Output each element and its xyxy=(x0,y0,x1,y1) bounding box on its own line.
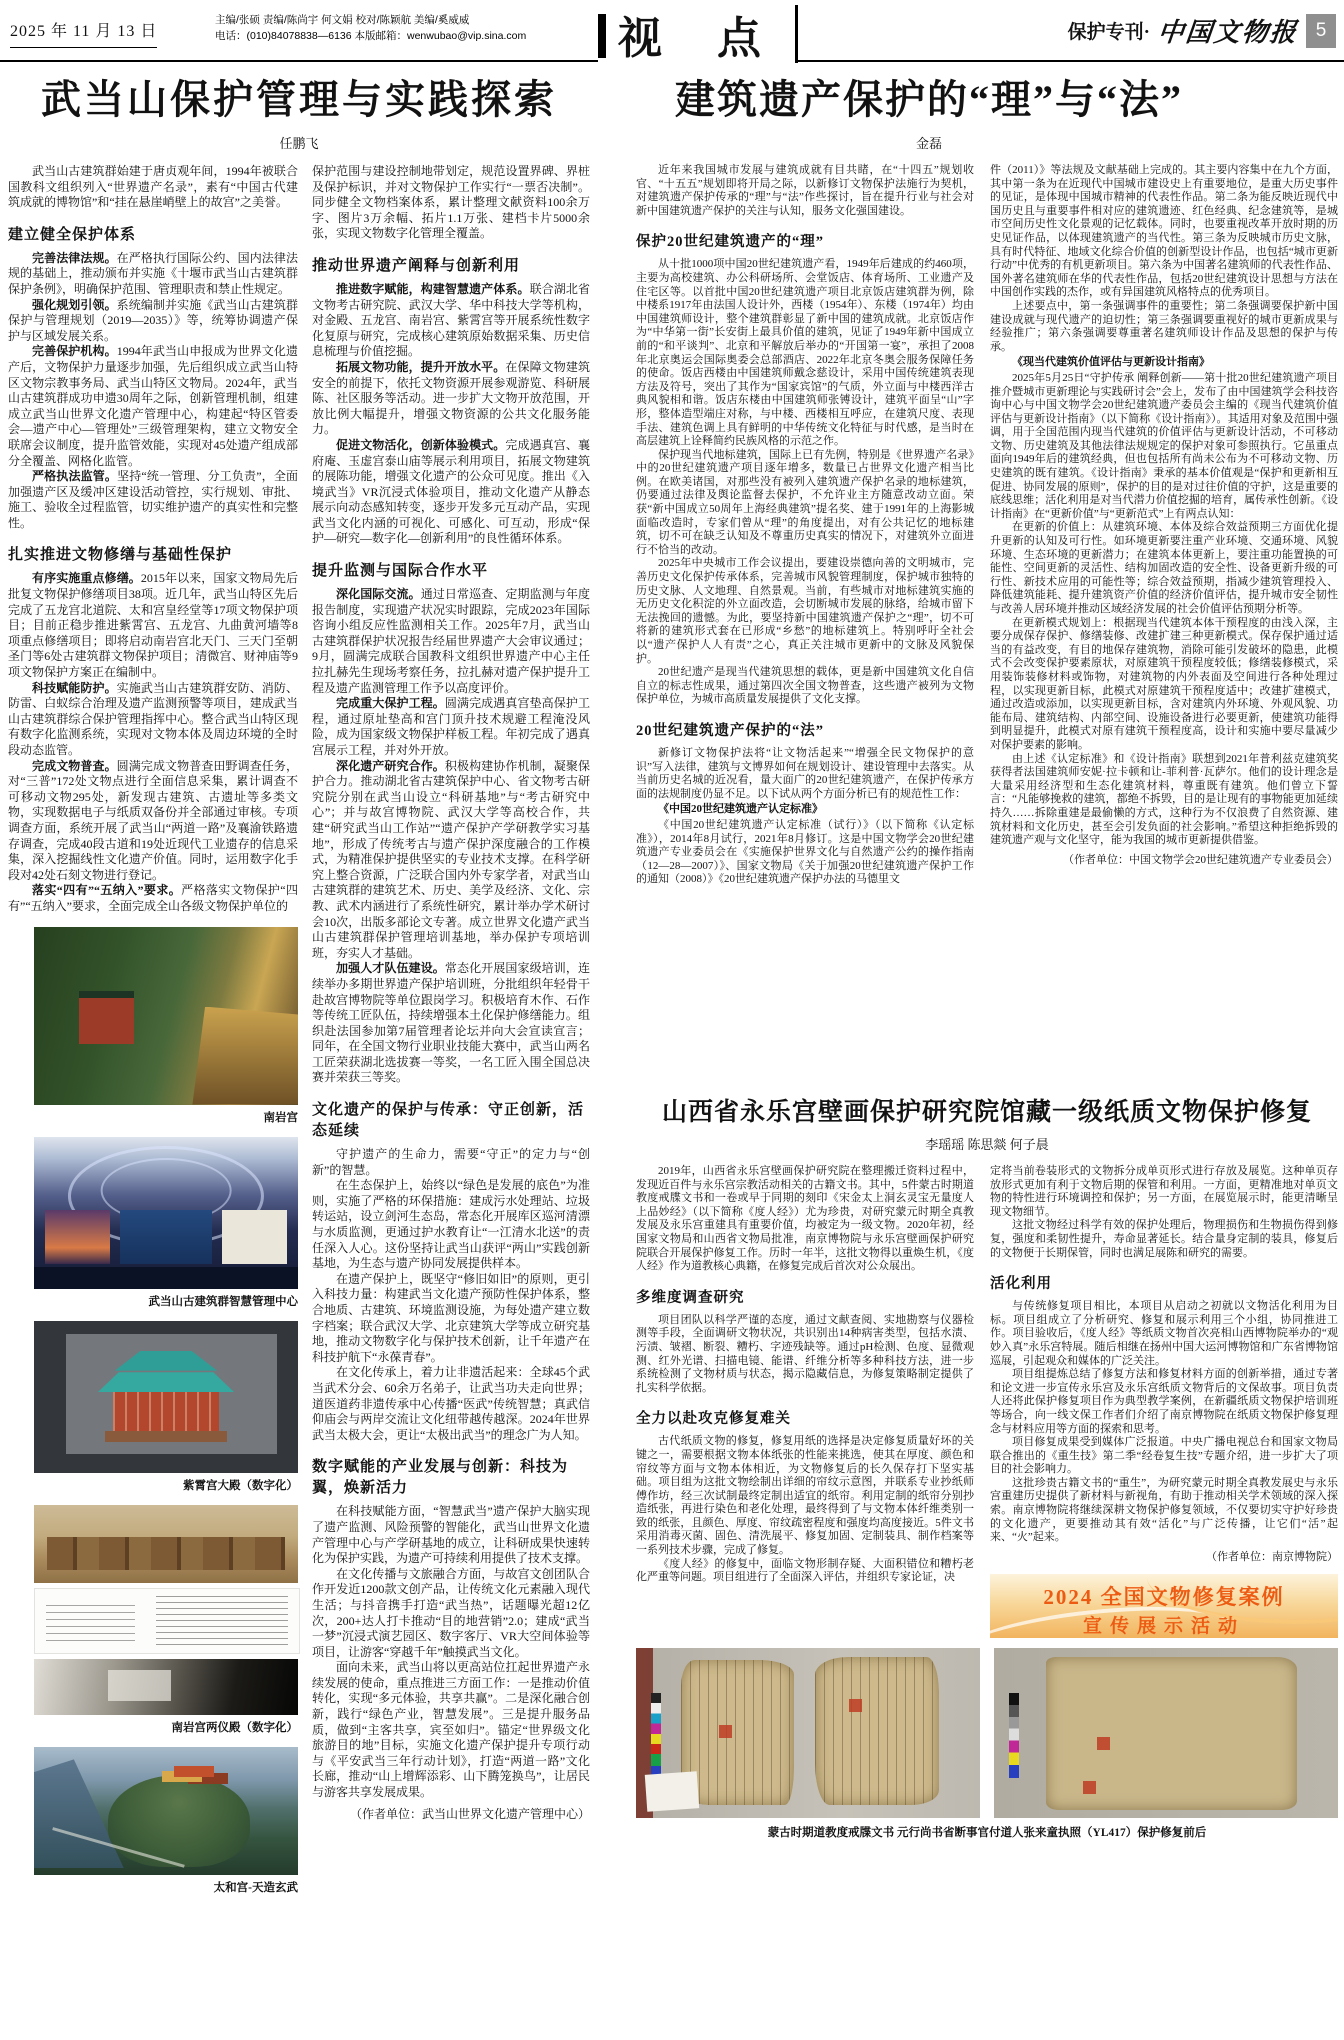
paragraph: 这批珍贵古籍文书的“重生”，为研究蒙元时期全真教发展史与永乐宫重建历史提供了新材料与新视角，有助于推动相关学术领域的深入探索。南京博物院将继续深耕文物保护修复领域，不仅要切实守护好珍贵的文化遗产，更要推动其有效“活化”与广泛传播，让它们“活”起来、“火”起来。 xyxy=(990,1476,1338,1544)
paragraph-text: 在保障文物建筑安全的前提下，依托文物资源开展参观游览、科研展陈、社区服务等活动。进一步扩大文物开放范围，开放比例大幅提升，增强文物资源的公共文化服务能力。 xyxy=(312,359,590,437)
paragraph-text: 1994年武当山申报成为世界文化遗产后，文物保护力量逐步加强，先后组织成立武当山特区文物宗教事务局、武当山特区文物局。2024年，武当山古建筑群成功申遗30周年之际，创新管理机制，组建成立武当山世界文化遗产管理中心，构建起“特区管委会—遗产中心—管理处”三级管理架构，建立文物安全联席会议制度，提升监管效能，实现对45处遗产组成部分全覆盖、网格化监管。 xyxy=(8,344,298,468)
figure-caption: 紫霄宫大殿（数字化） xyxy=(183,1479,298,1492)
article-yongle xyxy=(636,1088,1338,1994)
photo-nanyan-palace xyxy=(34,927,298,1105)
monitor-screen xyxy=(120,1210,212,1265)
sketch-block xyxy=(156,1594,288,1645)
paragraph: 上述要点中，第一条强调事件的重要性；第二条强调要保护新中国建设成就与现代遗产的迫切性；第三条强调要重视好的城市更新成果与经验推广；第六条强调要尊重著名建筑师设计作品及思想的保护与传承。 xyxy=(990,299,1338,353)
console-desk-shape xyxy=(34,1267,298,1288)
paragraph: 《中国20世纪建筑遗产认定标准（试行）》（以下简称《认定标准》），2014年8月试行，2021年8月修订。这是中国文物学会20世纪建筑遗产专业委员会在《实施保护世界文化与自然遗产公约的操作指南（12—28—2007）》、国家文物局《关于加强20世纪建筑遗产保护工作的通知（2008）》《20世纪建筑遗产保护办法的马德里文 xyxy=(636,818,974,886)
paragraph-lead: 完成文物普查。 xyxy=(32,758,117,773)
figure-nanyan-liangyi-digital xyxy=(34,1505,298,1735)
sub-heading-bold: 《现当代建筑价值评估与更新设计指南》 xyxy=(1012,356,1210,369)
paragraph xyxy=(8,571,298,680)
section-heading: 20世纪建筑遗产保护的“法” xyxy=(636,722,824,739)
author-note: （作者单位：武当山世界文化遗产管理中心） xyxy=(349,1806,590,1821)
paragraph: 新修订文物保护法将“让文物活起来”“增强全民文物保护的意识”写入法律，建筑与文博界如何在规划设计、建设管理中去落实。从当前历史名城的近况看，量大面广的20世纪建筑遗产，在保护传承方面的法规制度仍显不足。以下试从两个方面分析已有的规范性工作： xyxy=(636,746,974,800)
paragraph xyxy=(8,251,298,298)
newspaper-name: 中国文物报 xyxy=(1156,18,1300,47)
drawing-liangyi-line-elevation xyxy=(34,1588,300,1654)
author-note: （作者单位：南京博物院） xyxy=(1206,1550,1338,1563)
paragraph-text: 坚持“统一管理、分工负责”，全面加强遗产区及缓冲区建设活动管控，实行规划、审批、施工、验收全过程监管，切实维护遗产的真实性和完整性。 xyxy=(8,469,298,530)
color-calibration-strip xyxy=(651,1693,661,1778)
sketch-block xyxy=(46,1600,136,1641)
paragraph: 项目团队以科学严谨的态度，通过文献查阅、实地勘察与仪器检测等手段，全面调研文物状况，共识别出14种病害类型，包括水渍、污渍、皱褶、断裂、糟朽、字迹残缺等。通过pH检测、色度、显微观测、红外光谱、扫描电镜、能谱、纤维分析等多种科技方法，进一步系统检测了文物材质与状态，揭示隐藏信息，为修复策略制定提供了扎实科学依据。 xyxy=(636,1313,974,1394)
paragraph-text: 严格落实文物保护“四有”“五纳入”要求，全面完成全山各级文物保护单位的 xyxy=(8,883,298,913)
paragraph: 在更新模式规划上：根据现当代建筑本体干预程度的由浅入深，主要分成保存保护、修缮装修、改建扩建三种更新模式。保存保护通过适当的有益改变，有目的地保存建筑物，消除可能引发破坏的隐患，此模式不会改变保护要素原状，对原建筑干预程度较低；修缮装修模式，采用装饰装修材料或饰物，对建筑物的内外表面及空间进行各种处理过程，以实现更新目标，此模式对原建筑干预程度适中；改建扩建模式，通过改造或添加，以实现更新目标，含对建筑内外环境、外观风貌、功能布局、建筑结构、内部空间、设施设备进行必要更新，使建筑功能得到明显提升，此模式对原有建筑干预程度高，设计和实施中要尽量减少对保护要素的影响。 xyxy=(990,616,1338,751)
headline-wudang: 武当山保护管理与实践探索 xyxy=(41,77,557,122)
yongle-column-2 xyxy=(990,1165,1338,1638)
paragraph: 这批文物经过科学有效的保护处理后，物理损伤和生物损伤得到修复，强度和柔韧性提升，寿命显著延长。结合量身定制的装具，修复后的文物便于长期保管，同时也满足展陈和研究的需要。 xyxy=(990,1219,1338,1259)
paragraph-lead: 拓展文物功能，提升开放水平。 xyxy=(336,359,506,374)
lifa-columns xyxy=(636,164,1338,887)
paragraph: 保护范围与建设控制地带划定，规范设置界碑、界桩及保护标识，并对文物保护工作实行“一票否决制”。同步健全文物档案体系，累计整理文献资料100余万字、图片3万余幅、拓片1.1万张、建档卡片5000余张，实现文物数字化管理全覆盖。 xyxy=(312,164,590,241)
figure-caption: 太和宫-天造玄武 xyxy=(213,1881,298,1894)
masthead xyxy=(598,2,798,66)
section-heading: 多维度调查研究 xyxy=(636,1289,745,1306)
section-heading: 活化利用 xyxy=(990,1276,1052,1293)
monitor-screens xyxy=(45,1210,288,1265)
section-heading: 文化遗产的保护与传承：守正创新，活态延续 xyxy=(312,1102,585,1140)
paper-fragment xyxy=(815,1657,939,1805)
painted-buildings-shape xyxy=(47,1537,285,1570)
paragraph: 2025年中央城市工作会议提出，要建设崇德向善的文明城市，完善历史文化保护传承体系，完善城市风貌管理制度，保护城市独特的历史文脉、人文地理、自然景观。当前，有些城市对地标建筑实施的无历史文化积淀的外立面改造，会切断城市发展的脉络，给城市留下无法挽回的遗憾。为此，要坚持新中国建筑遗产保护之“理”，切不可将新的建筑形式套在已形成“乡愁”的地标建筑上。特别呼吁全社会以“遗产保护人人有责”之心，真正关注城市更新中的文脉及风貌保护。 xyxy=(636,557,974,665)
paragraph: 保护现当代地标建筑，国际上已有先例，特别是《世界遗产名录》中的20世纪建筑遗产项目逐年增多，数量已占世界文化遗产相当比例。在欧美诸国，对那些没有被列入建筑遗产保护名录的地标建筑，仍要通过法律及舆论监督去保护，不允许业主方随意改动立面。荣获“新中国成立50周年上海经典建筑”提名奖、建于1991年的上海影城面临改造时，专家们曾从“理”的角度提出，对有公共记忆的地标建筑，切不可在缺乏认知及不尊重历史真实的情况下，对建筑外立面进行不恰当的改动。 xyxy=(636,448,974,556)
paragraph xyxy=(8,681,298,759)
paragraph-text: 实施武当山古建筑群安防、消防、防雷、白蚁综合治理及遗产监测预警等项目，建成武当山古建筑群综合保护管理指挥中心。整合武当山特区现有数字化监测系统，实现对文物本体及周边环境的全时段动态监管。 xyxy=(8,680,298,757)
figure-caption: 武当山古建筑群智慧管理中心 xyxy=(148,1295,298,1308)
headline-lifa: 建筑遗产保护的“理”与“法” xyxy=(675,77,1183,122)
red-seal-stamp xyxy=(1083,1781,1096,1794)
paragraph-lead: 科技赋能防护。 xyxy=(32,680,117,695)
paragraph: 在生态保护上，始终以“绿色是发展的底色”为准则，实施了严格的环保措施：建成污水处理站、垃圾转运站，设立剑河生态岛，常态化开展库区巡河清漂与水质监测，更通过护水教育让“一江清水北送”的责任深入人心。这份坚持让武当山获评“两山”实践创新基地，为生态与遗产协同发展提供样本。 xyxy=(312,1178,590,1271)
forest-hill-shape xyxy=(108,1775,251,1867)
paragraph-lead: 深化遗产研究合作。 xyxy=(336,758,445,773)
edition-label: 保护专刊· xyxy=(1067,22,1150,43)
paragraph-lead: 深化国际交流。 xyxy=(336,587,421,602)
headline-yongle: 山西省永乐宫壁画保护研究院馆藏一级纸质文物保护修复 xyxy=(661,1099,1312,1126)
photo-manuscript-after-restoration xyxy=(994,1648,1338,1818)
yongle-columns xyxy=(636,1165,1338,1638)
page-number-badge: 5 xyxy=(1306,14,1336,48)
masthead-bar-right-icon xyxy=(795,5,798,63)
paragraph xyxy=(8,344,298,469)
paragraph-text: 常态化开展国家级培训，连续举办多期世界遗产保护培训班，分批组织年轻骨干赴故宫博物院等单位跟岗学习。积极培育木作、石作等传统工匠队伍，持续增强本土化保护修缮能力。组织赴法国参加第7届管理者论坛并向大会宣读宣言；同年，在全国文物行业职业技能大赛中，武当山两名工匠荣获湖北选拔赛一等奖，一名工匠入围全国总决赛并荣获三等奖。 xyxy=(312,961,590,1085)
paragraph: 守护遗产的生命力，需要“守正”的定力与“创新”的智慧。 xyxy=(312,1147,590,1177)
editorial-credits xyxy=(215,12,526,44)
paragraph: 项目修复成果受到媒体广泛报道。中央广播电视总台和国家文物局联合推出的《重生技》第二季“经卷复生技”专题介绍，进一步扩大了项目的社会影响力。 xyxy=(990,1436,1338,1476)
wudang-columns xyxy=(8,164,590,1897)
paragraph-text: 联合湖北省文物考古研究院、武汉大学、华中科技大学等机构，对金殿、五龙宫、南岩宫、紫霄宫等开展系统性数字化复原与研究，完成核心建筑原始数据采集、历史信息梳理与价值挖掘。 xyxy=(312,281,590,359)
paragraph-text: 在严格执行国际公约、国内法律法规的基础上，推动颁布并实施《十堰市武当山古建筑群保护条例》，明确保护范围、管理职责和禁止性规定。 xyxy=(8,250,298,296)
manuscript-photo-caption: 蒙古时期道教度戒牒文书 元行尚书省断事官付道人张来童执照（YL417）保护修复前后 xyxy=(767,1827,1207,1840)
photo-manuscript-before-restoration xyxy=(636,1648,980,1818)
wudang-column-1 xyxy=(8,164,298,1897)
paragraph: 近年来我国城市发展与建筑成就有目共睹，在“十四五”规划收官、“十五五”规划即将开局之际，以新修订文物保护法施行为契机，对建筑遗产保护传承的“理”与“法”作些探讨，旨在提升行业与社会对新中国建筑遗产保护的关注与认知，服务文化强国建设。 xyxy=(636,164,974,217)
manuscript-photo-row xyxy=(636,1648,1338,1818)
hall-base-shape xyxy=(105,1431,226,1442)
paragraph: 古代纸质文物的修复，修复用纸的选择是决定修复质量好坏的关键之一，需要根据文物本体纸张的性能来挑选，使其在厚度、颜色和帘纹等方面与文物本体相近，为文物修复后的长久保存打下坚实基础。项目组为这批文物绘制出详细的帘纹示意图，并联系专业抄纸师傅作坊，经三次试制最终定制出适宜的纸帘。利用定制的纸帘分别抄造纸张，再进行染色和老化处理，最终得到了与文物本体纤维类别一致的纸张，且颜色、厚度、帘纹疏密程度和强度均高度接近。5件文书采用消毒灭菌、固色、清洗展平、修复加固、定制装具、制作档案等一系列技术步骤，完成了修复。 xyxy=(636,1435,974,1557)
paragraph: 与传统修复项目相比，本项目从启动之初就以文物活化利用为目标。项目组成立了分析研究、修复和展示利用三个小组，协同推进工作。项目验收后，《度人经》等纸质文物首次亮相山西博物院举办的“观妙入真”永乐宫特展。随后相继在扬州中国大运河博物馆和广东省博物馆巡展，引起观众和媒体的广泛关注。 xyxy=(990,1300,1338,1367)
paragraph: 《度人经》的修复中，面临文物形制存疑、大面积错位和糟朽老化严重等问题。项目组进行了全面深入评估，并组织专家论证，决 xyxy=(636,1557,974,1584)
paragraph-lead: 完善法律法规。 xyxy=(32,250,117,265)
paragraph-lead: 推进数字赋能，构建智慧遗产体系。 xyxy=(336,281,530,296)
paragraph: 在更新的价值上：从建筑环境、本体及综合效益预期三方面优化提升更新的认知及可行性。如环境更新要注重产业环境、交通环境、风貌环境、生态环境的更新潜力；在建筑本体更新上，要注重功能置换的可能性、空间更新的灵活性、结构加固改造的安全性、设备更新升级的可行性、新技术应用的可能性等；综合效益预期，指减少建筑管理投入、降低建筑能耗、提升建筑资产价值的经济价值评估，提升城市安全韧性与改善人居环境并推动区域经济发展的社会价值评估预期分析等。 xyxy=(990,521,1338,615)
paragraph-text: 圆满完成文物普查田野调查任务，对“三普”172处文物点进行全面信息采集，累计调查不可移动文物295处，新发现古建筑、古遗址等多类文物，实现数据电子与纸质双备份并全部通过审核。专项调查方面，系统开展了武当山“两道一路”及襄渝铁路遗存调查，完成40段古道和19处近现代工业遗存的信息采集，深入挖掘线性文化遗产价值。同时，运用数字化手段对42处石刻文物进行登记。 xyxy=(8,758,298,882)
yongle-column-1 xyxy=(636,1165,974,1638)
paragraph xyxy=(8,469,298,531)
paragraph: 2025年5月25日“守护传承 阐释创新——第十批20世纪建筑遗产项目推介暨城市更新理论与实践研讨会”会上，发布了由中国建筑学会科技咨询中心与中国文物学会20世纪建筑遗产委员会主编的《现当代建筑价值评估与更新设计指南》（以下简称《设计指南》）。其适用对象及范围中强调，用于全国范围内现当代建筑的价值评估与更新设计活动，不可移动文物、历史建筑及其他法律法规规定的保护对象可参照执行。它虽重点面向1949年后的建筑经典，但也包括所有尚未公布为不可移动文物、历史建筑的既有建筑。《设计指南》秉承的基本价值观是“保护和更新相互促进、协同发展的原则”，保护的目的是对过往价值的守护，这是重要的底线思维；活化利用是对当代潜力价值挖掘的培育，属传承性创新。《设计指南》在“更新价值”与“更新范式”上有两点认知： xyxy=(990,371,1338,520)
article-wudang xyxy=(8,64,590,1998)
paragraph: 定将当前卷装形式的文物拆分成单页形式进行存放及展览。这种单页存放形式更加有利于文物后期的保管和利用。一方面，更精准地对单页文物的特性进行环境调控和保护；另一方面，在展览展示时，能更清晰呈现文物细节。 xyxy=(990,1165,1338,1218)
paragraph: 在科技赋能方面，“智慧武当”遗产保护大脑实现了遗产监测、风险预警的智能化，武当山世界文化遗产管理中心与产学研基地的成立，让科研成果快速转化为保护实践，为遗产可持续利用提供了技术支撑。 xyxy=(312,1504,590,1566)
paragraph xyxy=(312,961,590,1086)
credits-line-2: 电话：(010)84078838—6136 本版邮箱：wenwubao@vip.sina.com xyxy=(215,30,527,42)
red-seal-stamp xyxy=(849,1699,862,1712)
photo-taihe-palace xyxy=(34,1747,298,1875)
paragraph-lead: 加强人才队伍建设。 xyxy=(336,961,445,976)
paragraph-text: 圆满完成遇真宫垫高保护工程，通过原址垫高和宫门顶升技术规避工程淹没风险，成为国家级文物保护样板工程。年初完成了遇真宫展示工程，并对外开放。 xyxy=(312,696,590,757)
section-heading: 保护20世纪建筑遗产的“理” xyxy=(636,234,824,251)
sub-heading-bold: 《中国20世纪建筑遗产认定标准》 xyxy=(658,803,823,816)
paragraph: 面向未来，武当山将以更高站位扛起世界遗产永续发展的使命，重点推进三方面工作：一是推动价值转化，实现“多元体验，共享共赢”。二是深化融合创新，践行“绿色产业，智慧发展”。三是提升服务品质，做到“主客共享，宾至如归”。锚定“世界级文化旅游目的地”目标，实施文化遗产保护提升专项行动与《平安武当三年行动计划》，打造“两道一路”文化长廊，推动“山上增辉添彩、山下腾笼换鸟”，让居民与游客共享发展成果。 xyxy=(312,1660,590,1800)
color-calibration-strip xyxy=(1009,1693,1019,1778)
byline-wudang: 任鹏飞 xyxy=(279,136,319,151)
paragraph: 2019年，山西省永乐宫壁画保护研究院在整理搬迁资料过程中，发现近百件与永乐宫宗教活动相关的古籍文书。其中，5件蒙古时期道教度戒牒文书和一卷或早于同期的刻印《宋金太上洞玄灵宝无量度人上品妙经》（以下简称《度人经》）尤为珍贵，对研究蒙元时期全真教发展及永乐宫重建具有重要价值，均被定为一级文物。2020年初，经国家文物局和山西省文物局批准，南京博物院与永乐宫壁画保护研究院联合开展保护修复工作。历时一年半，这批文物得以重焕生机，《度人经》作为道教核心典籍，在修复完成后首次对公众展出。 xyxy=(636,1165,974,1273)
page-header xyxy=(0,0,1344,62)
banner-line-2: 宣传展示活动 xyxy=(1082,1616,1245,1638)
author-note: （作者单位：中国文物学会20世纪建筑遗产专业委员会） xyxy=(1063,853,1338,866)
photo-zixiao-hall-3d-model xyxy=(34,1321,298,1473)
paragraph: 在文化传承上，着力让非遗活起来：全球45个武当武术分会、60余万名弟子，让武当功夫走向世界；道医道药非遗传承中心传播“医武”传统智慧；真武信仰庙会与两岸交流让文化纽带越传越深。2024年世界武当太极大会，更让“太极出武当”的理念广为人知。 xyxy=(312,1365,590,1442)
paragraph xyxy=(312,438,590,547)
paragraph: 项目组提炼总结了修复方法和修复材料方面的创新举措，通过专著和论文进一步宣传永乐宫及永乐宫纸质文物背后的文保故事。项目负责人还将此保护修复项目作为典型教学案例，在新疆纸质文物保护培训班等场合，向一线文保工作者们介绍了南京博物院在纸质文物保护修复理念与材料应用等方面的探索和思考。 xyxy=(990,1368,1338,1435)
figure-taihe-palace xyxy=(34,1747,298,1895)
lifa-column-2 xyxy=(990,164,1338,887)
section-heading: 数字赋能的产业发展与创新：科技为翼，焕新活力 xyxy=(312,1459,569,1497)
paragraph: 在遗产保护上，既坚守“修旧如旧”的原则，更引入科技力量：构建武当文化遗产预防性保护体系，整合地质、古建筑、环境监测设施，为每处遗产建立数字档案；联合武汉大学、北京建筑大学等成立研究基地，推动文物数字化与保护技术创新，让千年遗产在科技护航下“永葆青春”。 xyxy=(312,1271,590,1364)
monitor-screen xyxy=(45,1210,111,1265)
figure-zixiao-hall-3d xyxy=(34,1321,298,1493)
paragraph xyxy=(312,360,590,438)
photo-liangyi-painting xyxy=(34,1505,298,1583)
section-heading: 全力以赴攻克修复难关 xyxy=(636,1411,791,1428)
paragraph-text: 系统编制并实施《武当山古建筑群保护与管理规划（2019—2035）》等，统筹协调遗产保护与区域发展关系。 xyxy=(8,297,298,343)
section-heading: 提升监测与国际合作水平 xyxy=(312,563,489,580)
paragraph-text: 完成遇真宫、襄府庵、玉虚宫泰山庙等展示利用项目，拓展文物建筑的展陈功能，增强文化遗产的公众可见度。推出《入境武当》VR沉浸式体验项目，推动文化遗产从静态展示向动态感知转变，逐步开发多元互动产品，实现武当文化内涵的可视化、可感化、可互动，形成“保护—研究—数字化—创新利用”的良性循环体系。 xyxy=(312,437,590,546)
figure-caption: 南岩宫两仪殿（数字化） xyxy=(171,1721,298,1734)
byline-lifa: 金磊 xyxy=(915,136,942,151)
header-right xyxy=(1068,12,1336,49)
figure-caption: 南岩宫 xyxy=(263,1111,298,1124)
photo-smart-management-center xyxy=(34,1137,298,1289)
label-card xyxy=(645,1771,699,1812)
photo-liangyi-bw-scan xyxy=(34,1659,298,1715)
figure-nanyan-palace xyxy=(34,927,298,1125)
credits-line-1: 主编/张硕 责编/陈尚宇 何文娟 校对/陈颖航 美编/奚威威 xyxy=(215,14,470,26)
article-lifa xyxy=(636,64,1338,1084)
section-masthead-title: 视 点 xyxy=(618,14,783,63)
banner-line-1: 2024 全国文物修复案例 xyxy=(1043,1585,1285,1610)
figure-smart-management-center xyxy=(34,1137,298,1309)
paragraph xyxy=(8,759,298,884)
summit-temple-shape xyxy=(174,1766,214,1778)
red-seal-stamp xyxy=(719,1725,732,1738)
paragraph-lead: 促进文物活化，创新体验模式。 xyxy=(336,437,506,452)
monitor-screen xyxy=(222,1210,288,1265)
paragraph-text: 通过日常巡查、定期监测与年度报告制度，实现遗产状况实时跟踪，完成2023年国际咨询小组反应性监测相关工作。2025年7月，武当山古建筑群保护状况报告经届世界遗产大会审议通过；9月，圆满完成联合国教科文组织世界遗产中心主任拉扎赫先生现场考察任务，拉扎赫对遗产保护提升工程及遗产监测管理工作予以高度评价。 xyxy=(312,587,590,695)
paragraph-lead: 严格执法监管。 xyxy=(32,469,118,484)
paragraph-lead: 强化规划引领。 xyxy=(32,297,117,312)
issue-date: 2025 年 11 月 13 日 xyxy=(10,18,157,48)
paragraph-text: 积极构建协作机制，凝聚保护合力。推动湖北省古建筑保护中心、省文物考古研究院分别在武当山设立“科研基地”与“考古研究中心”；并与故宫博物院、武汉大学等高校合作，共建“研究武当山工作站”“遗产保护产学研教学实习基地”，形成了传统考古与遗产保护深度融合的工作模式，为精准保护提供坚实的专业技术支撑。在科学研究上整合资源，广泛联合国内外专家学者，对武当山古建筑群的建筑艺术、历史、美学及经济、文化、宗教、武术内涵进行了系统性研究，累计举办学术研讨会10次，出版多部论文专著。成立世界文化遗产武当山古建筑群保护管理培训基地，举办保护专项培训班，夯实人才基础。 xyxy=(312,758,590,960)
paragraph-lead: 完成重大保护工程。 xyxy=(336,696,445,711)
hall-body-shape xyxy=(113,1392,219,1432)
paragraph xyxy=(8,298,298,345)
red-seal-stamp xyxy=(1097,1737,1110,1750)
paragraph: 20世纪遗产是现当代建筑思想的载体，更是新中国建筑文化自信自立的标志性成果，通过第四次全国文物普查，这些遗产被列为文物保护单位，为城市高质量发展提供了文化支撑。 xyxy=(636,666,974,706)
byline-yongle: 李瑶瑶 陈思燚 何子晨 xyxy=(925,1137,1049,1152)
paragraph-text: 2015年以来，国家文物局先后批复文物保护修缮项目38项。近几年，武当山特区先后完成了五龙宫北道院、太和宫皇经堂等17项文物保护项目；目前正稳步推进紫霄宫、五龙宫、九曲黄河墙等8项重点修缮项目；即将启动南岩宫北天门、三天门至朝圣门等6处古建筑群文物保护项目；清微宫、财神庙等9项文物保护方案正在编制中。 xyxy=(8,571,298,680)
paragraph: 在文化传播与文旅融合方面，与故宫文创团队合作开发近1200款文创产品，让传统文化元素融入现代生活；与抖音携手打造“武当热”，话题曝光超12亿次，200+达人打卡推动“目的地营销”2.0；建成“武当一梦”沉浸式演艺园区、数字客厅、VR大空间体验等项目，让游客“穿越千年”触摸武当文化。 xyxy=(312,1566,590,1659)
section-heading: 建立健全保护体系 xyxy=(8,226,137,243)
restoration-campaign-banner xyxy=(990,1574,1338,1638)
section-heading: 扎实推进文物修缮与基础性保护 xyxy=(8,547,233,564)
paragraph xyxy=(312,696,590,758)
paragraph xyxy=(312,282,590,360)
section-heading: 推动世界遗产阐释与创新利用 xyxy=(312,257,521,274)
lifa-column-1 xyxy=(636,164,974,887)
paragraph: 从十批1000项中国20世纪建筑遗产看，1949年后建成的约460项，主要为高校建筑、办公科研场所、会堂饭店、体育场所、工业遗产及住宅区等。以首批中国20世纪建筑遗产项目北京饭店建筑群为例，除中楼系1917年由法国人设计外，西楼（1954年）、东楼（1974年）均由中国建筑师设计，整个建筑群彰显了新中国的建筑成就。北京饭店作为“中华第一街”长安街上最具价值的建筑，见证了1949年新中国成立前的“和平谈判”、北京和平解放后举办的“开国第一宴”，承担了2008年北京奥运会国际奥委会总部酒店、2022年北京冬奥会服务保障任务的使命。饭店西楼由中国建筑师戴念慈设计，采用中国传统建筑表现方法及符号，突出了其作为“国家宾馆”的气质，外立面与中楼西洋古典风貌相和谐。饭店东楼由中国建筑师张镈设计，建筑平面呈“山”字形，整体造型端庄对称，与中楼、西楼相互呼应，在建筑尺度、表现手法、建筑色调上具有鲜明的中华传统文化特征与时代感，是当时在高层建筑上诠释简约民族风格的示范之作。 xyxy=(636,258,974,448)
golden-cliff-shape xyxy=(192,1007,298,1105)
paper-fragment xyxy=(681,1660,795,1805)
paragraph-lead: 有序实施重点修缮。 xyxy=(32,571,141,586)
paragraph-lead: 落实“四有”“五纳入”要求。 xyxy=(32,883,182,898)
paragraph-lead: 完善保护机构。 xyxy=(32,344,117,359)
masthead-bar-left-icon xyxy=(598,14,606,58)
paragraph xyxy=(312,759,590,962)
paragraph xyxy=(312,587,590,696)
paragraph: 件（2011）》等法规及文献基础上完成的。其主要内容集中在九个方面，其中第一条为在近现代中国城市建设史上有重要地位，是重大历史事件的见证，是体现中国城市精神的代表性作品。第二条为能反映近现代中国历史且与重要事件相对应的建筑遗迹、红色经典、纪念建筑等，是城市空间历史性文化景观的记忆载体。同时，也要重视改革开放时期的历史见证作品，以体现建筑遗产的当代性。第三条为反映城市历史文脉，具有时代特征、地域文化综合价值的创新型设计作品，也包括“城市更新行动”中优秀的有机更新项目。第六条为中国著名建筑师的代表性作品、国外著名建筑师在华的代表性作品，包括20世纪建筑设计思想与方法在中国创作实践的杰作，或有异国建筑风格特点的优秀项目。 xyxy=(990,164,1338,299)
temple-building-shape xyxy=(79,991,134,1044)
paragraph: 武当山古建筑群始建于唐贞观年间，1994年被联合国教科文组织列入“世界遗产名录”，素有“中国古代建筑成就的博物馆”和“挂在悬崖峭壁上的故宫”之美誉。 xyxy=(8,164,298,210)
paragraph xyxy=(8,883,298,914)
wudang-column-2 xyxy=(312,164,590,1897)
paragraph: 由上述《认定标准》和《设计指南》联想到2021年普利兹克建筑奖获得者法国建筑师安妮·拉卡顿和让-菲利普·瓦萨尔。他们的设计理念是大量采用经济型和生态化建筑材料，尊重既有建筑。他们曾立下誓言：“凡能够挽救的建筑，都绝不拆毁，目的是让现有的事物能更加延续持久……拆除重建是最偷懒的方式，这种行为不仅浪费了自然资源、建筑材料和文化历史，甚至会引发负面的社会影响。”希望这种拒绝拆毁的建筑遗产观与文化坚守，能为我国的城市更新提供借鉴。 xyxy=(990,752,1338,847)
scan-highlight-patch xyxy=(108,1670,171,1701)
